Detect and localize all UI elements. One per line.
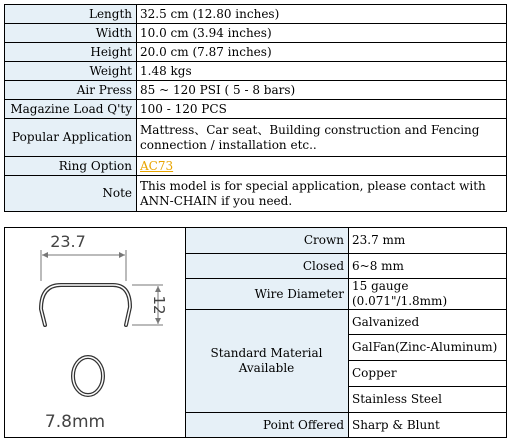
top-dimension-label: 23.7 xyxy=(50,231,86,251)
dim-arrow-right xyxy=(119,252,125,258)
closed-label: Closed xyxy=(186,254,349,279)
crown-label: Crown xyxy=(186,228,349,254)
spec-label-width: Width xyxy=(5,24,137,43)
material-option-galvanized: Galvanized xyxy=(349,310,507,335)
spec-value-weight: 1.48 kgs xyxy=(137,62,507,81)
wire-diameter-value: 15 gauge (0.071"/1.8mm) xyxy=(349,279,507,310)
material-option-galfan: GalFan(Zinc-Aluminum) xyxy=(349,335,507,361)
spec-label-length: Length xyxy=(5,5,137,24)
bottom-dimension-label: 7.8mm xyxy=(44,411,106,432)
point-offered-label: Point Offered xyxy=(186,413,349,438)
point-offered-value: Sharp & Blunt xyxy=(349,413,507,438)
side-dimension-label: 12 xyxy=(150,294,168,315)
closed-value: 6~8 mm xyxy=(349,254,507,279)
staple-diagram-cell xyxy=(5,228,186,438)
material-option-copper: Copper xyxy=(349,361,507,387)
material-label: Standard Material Available xyxy=(186,310,349,413)
spec-table xyxy=(4,4,507,212)
spec-value-ring-option xyxy=(137,157,507,176)
spec-label-height: Height xyxy=(5,43,137,62)
dim-arrow-left xyxy=(42,252,48,258)
side-arrow-bottom xyxy=(155,318,161,324)
spec-label-magazine-load: Magazine Load Q'ty xyxy=(5,100,137,119)
staple-diagram xyxy=(5,229,185,437)
staple-spec-table xyxy=(4,227,507,438)
side-arrow-top xyxy=(155,286,161,292)
spec-value-application: Mattress、Car seat、Building construction and Fencing connection / installation etc.. xyxy=(137,119,507,157)
closed-ring-highlight xyxy=(73,357,103,395)
spec-label-ring-option: Ring Option xyxy=(5,157,137,176)
spec-value-note: This model is for special application, please contact with ANN-CHAIN if you need. xyxy=(137,176,507,212)
spec-label-application: Popular Application xyxy=(5,119,137,157)
ring-option-link[interactable]: AC73 xyxy=(140,158,174,173)
spec-label-note: Note xyxy=(5,176,137,212)
spec-label-weight: Weight xyxy=(5,62,137,81)
spec-value-air-press: 85 ~ 120 PSI ( 5 - 8 bars) xyxy=(137,81,507,100)
spec-label-air-press: Air Press xyxy=(5,81,137,100)
spec-value-magazine-load: 100 - 120 PCS xyxy=(137,100,507,119)
spec-value-length: 32.5 cm (12.80 inches) xyxy=(137,5,507,24)
material-option-stainless: Stainless Steel xyxy=(349,387,507,413)
spec-value-width: 10.0 cm (3.94 inches) xyxy=(137,24,507,43)
wire-diameter-label: Wire Diameter xyxy=(186,279,349,310)
spec-value-height: 20.0 cm (7.87 inches) xyxy=(137,43,507,62)
staple-highlight xyxy=(41,285,130,325)
staple-shape xyxy=(41,285,130,325)
crown-value: 23.7 mm xyxy=(349,228,507,254)
